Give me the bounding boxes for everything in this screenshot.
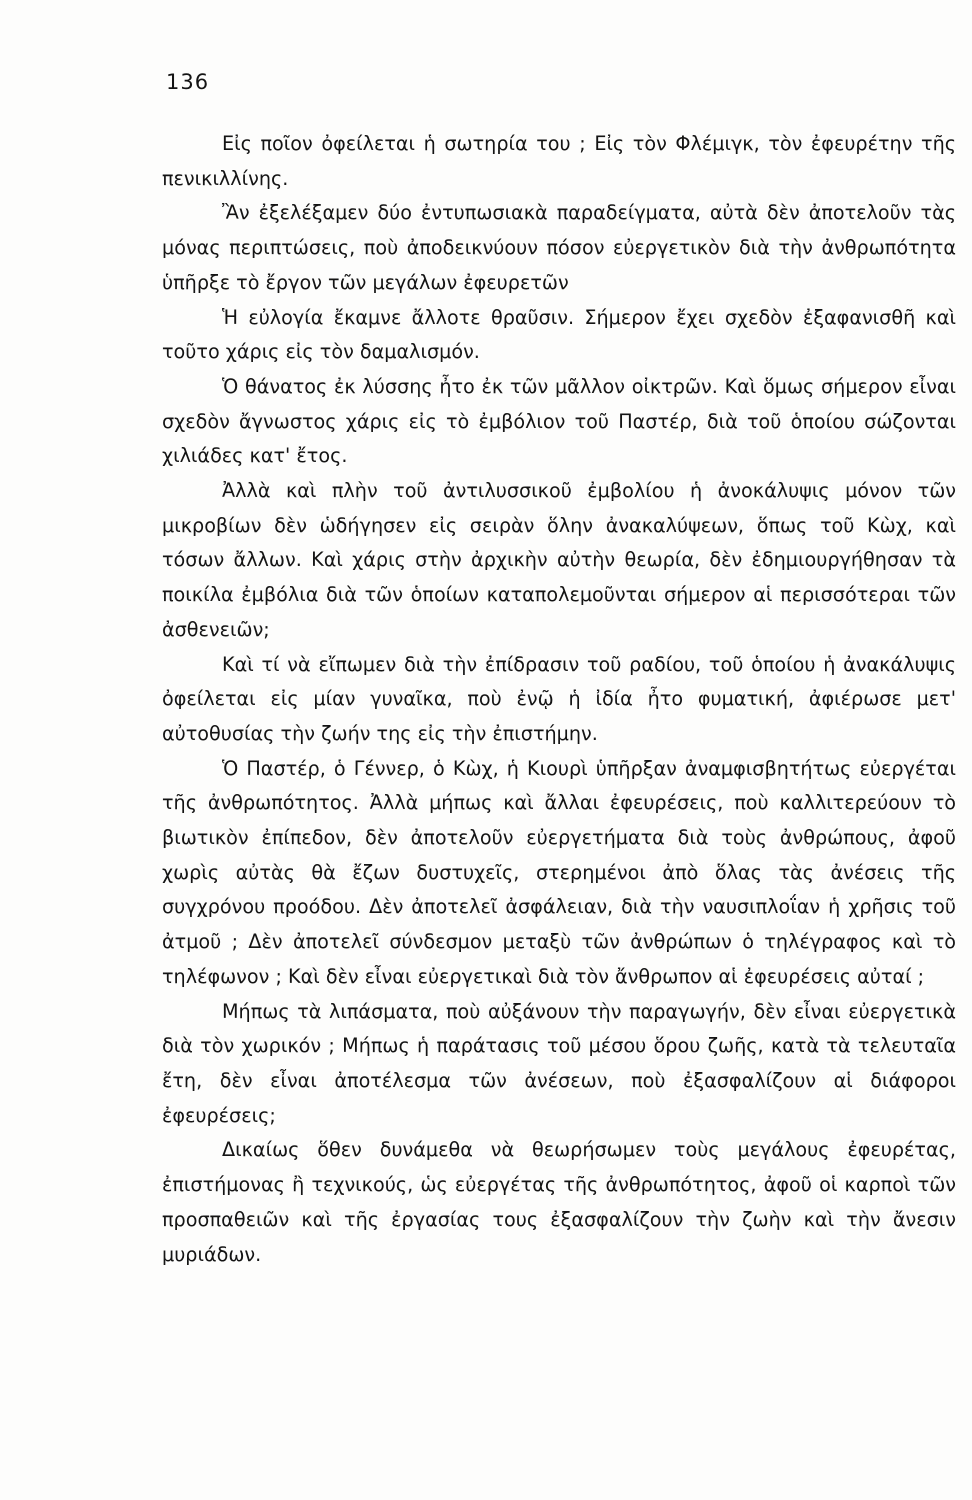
paragraph: Μήπως τὰ λιπάσματα, ποὺ αὐξάνουν τὴν παραγωγήν, δὲν εἶναι εὐεργετικὰ διὰ τὸν χωρικόν ; Μήπως ἡ παράτασις τοῦ μέσου ὅρου ζωῆς, κατὰ τὰ τελευταῖα ἔτη, δὲν εἶναι ἀποτέλεσμα τῶν ἀνέσεων, ποὺ ἐξασφαλίζουν αἱ διάφοροι ἐφευρέσεις; — [162, 999, 956, 1127]
paragraph: Εἰς ποῖον ὀφείλεται ἡ σωτηρία του ; Εἰς τὸν Φλέμιγκ, τὸν ἐφευρέτην τῆς πενικιλλίνης. — [162, 132, 956, 190]
body-text — [162, 127, 956, 1272]
paragraph: Ἂν ἐξελέξαμεν δύο ἐντυπωσιακὰ παραδείγματα, αὐτὰ δὲν ἀποτελοῦν τὰς μόνας περιπτώσεις, ποὺ ἀποδεικνύουν πόσον εὐεργετικὸν διὰ τὴν ἀνθρωπότητα ὑπῆρξε τὸ ἔργον τῶν μεγάλων ἐφευρετῶν — [162, 201, 956, 294]
paragraph: Δικαίως ὅθεν δυνάμεθα νὰ θεωρήσωμεν τοὺς μεγάλους ἐφευρέτας, ἐπιστήμονας ἢ τεχνικούς, ὡς εὐεργέτας τῆς ἀνθρωπότητος, ἀφοῦ οἱ καρποὶ τῶν προσπαθειῶν καὶ τῆς ἐργασίας τους ἐξασφαλίζουν τὴν ζωὴν καὶ τὴν ἄνεσιν μυριάδων. — [162, 1138, 956, 1266]
paragraph: Ὁ θάνατος ἐκ λύσσης ἦτο ἐκ τῶν μᾶλλον οἰκτρῶν. Καὶ ὅμως σήμερον εἶναι σχεδὸν ἄγνωστος χάρις εἰς τὸ ἐμβόλιον τοῦ Παστέρ, διὰ τοῦ ὁποίου σώζονται χιλιάδες κατ' ἔτος. — [162, 374, 956, 468]
paragraph: Ὁ Παστέρ, ὁ Γέννερ, ὁ Κὼχ, ἡ Κιουρὶ ὑπῆρξαν ἀναμφισβητήτως εὐεργέται τῆς ἀνθρωπότητος. Ἀλλὰ μήπως καὶ ἄλλαι ἐφευρέσεις, ποὺ καλλιτερεύουν τὸ βιωτικὸν ἐπίπεδον, δὲν ἀποτελοῦν εὐεργετήματα διὰ τοὺς ἀνθρώπους, ἀφοῦ χωρὶς αὐτὰς θὰ ἔζων δυστυχεῖς, στερημένοι ἀπὸ ὅλας τὰς ἀνέσεις τῆς συγχρόνου προόδου. Δὲν ἀποτελεῖ ἀσφάλειαν, διὰ τὴν ναυσιπλοΐαν ἡ χρῆσις τοῦ ἀτμοῦ ; Δὲν ἀποτελεῖ σύνδεσμον μεταξὺ τῶν ἀνθρώπων ὁ τηλέγραφος καὶ τὸ τηλέφωνον ; Καὶ δὲν εἶναι εὐεργετικαὶ διὰ τὸν ἄνθρωπον αἱ ἐφευρέσεις αὐταί ; — [162, 756, 956, 988]
page-number: 136 — [166, 70, 210, 94]
paragraph: Ἡ εὐλογία ἔκαμνε ἄλλοτε θραῦσιν. Σήμερον ἔχει σχεδὸν ἐξαφανισθῆ καὶ τοῦτο χάρις εἰς τὸν δαμαλισμόν. — [162, 305, 956, 364]
paragraph: Ἀλλὰ καὶ πλὴν τοῦ ἀντιλυσσικοῦ ἐμβολίου ἡ ἀνοκάλυψις μόνον τῶν μικροβίων δὲν ὡδήγησεν εἰς σειρὰν ὅλην ἀνακαλύψεων, ὅπως τοῦ Κὼχ, καὶ τόσων ἄλλων. Καὶ χάρις στὴν ἀρχικὴν αὐτὴν θεωρία, δὲν ἐδημιουργήθησαν τὰ ποικίλα ἐμβόλια διὰ τῶν ὁποίων καταπολεμοῦνται σήμερον αἱ περισσότεραι τῶν ἀσθενειῶν; — [162, 479, 956, 641]
paragraph: Καὶ τί νὰ εἴπωμεν διὰ τὴν ἐπίδρασιν τοῦ ραδίου, τοῦ ὁποίου ἡ ἀνακάλυψις ὀφείλεται εἰς μίαν γυναῖκα, ποὺ ἐνῷ ἡ ἰδία ἦτο φυματική, ἀφιέρωσε μετ' αὐτοθυσίας τὴν ζωήν της εἰς τὴν ἐπιστήμην. — [162, 652, 956, 745]
